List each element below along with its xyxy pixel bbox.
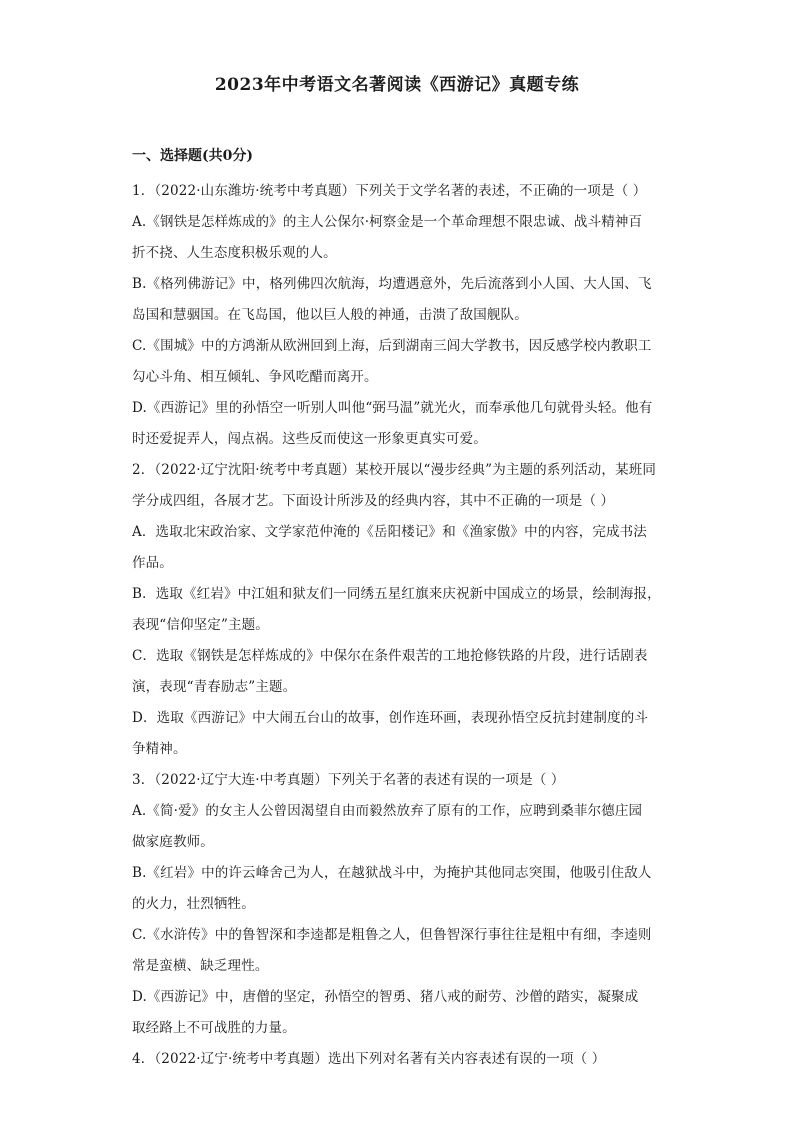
- option-text-line: 取经路上不可战胜的力量。: [132, 1020, 296, 1036]
- option-text-line: 作品。: [132, 555, 173, 571]
- option-text-line: 常是蛮横、缺乏理性。: [132, 958, 269, 974]
- option-text-line: 的火力，壮烈牺牲。: [132, 896, 255, 912]
- option-text-line: C．选取《钢铁是怎样炼成的》中保尔在条件艰苦的工地抢修铁路的片段，进行话剧表: [132, 648, 648, 664]
- question-3: [132, 765, 664, 1044]
- answer-option-c: [132, 641, 664, 703]
- question-stem-line: 学分成四组，各展才艺。下面设计所涉及的经典内容，其中不正确的一项是（ ）: [132, 493, 615, 509]
- option-text-line: C.《水浒传》中的鲁智深和李逵都是粗鲁之人，但鲁智深行事往往是粗中有细，李逵则: [132, 927, 652, 943]
- answer-option-d: [132, 703, 664, 765]
- option-text-line: 时还爱捉弄人，闯点祸。这些反而使这一形象更真实可爱。: [132, 431, 487, 447]
- option-text-line: A．选取北宋政治家、文学家范仲淹的《岳阳楼记》和《渔家傲》中的内容，完成书法: [132, 524, 647, 540]
- answer-option-b: [132, 858, 664, 920]
- answer-option-b: [132, 269, 664, 331]
- option-text-line: 争精神。: [132, 741, 187, 757]
- answer-option-d: [132, 982, 664, 1044]
- question-stem-line: 2．（2022·辽宁沈阳·统考中考真题）某校开展以“漫步经典”为主题的系列活动，某班同: [132, 462, 657, 478]
- option-text-line: D.《西游记》里的孙悟空一听别人叫他“弼马温”就光火，而奉承他几句就骨头轻。他有: [132, 400, 653, 416]
- answer-option-a: [132, 517, 664, 579]
- option-text-line: A.《简·爱》的女主人公曾因渴望自由而毅然放弃了原有的工作，应聘到桑菲尔德庄园: [132, 803, 643, 819]
- answer-option-c: [132, 331, 664, 393]
- question-stem-line: 1．（2022·山东潍坊·统考中考真题）下列关于文学名著的表述，不正确的一项是（ ）: [132, 183, 647, 199]
- answer-option-a: [132, 207, 664, 269]
- option-text-line: A.《钢铁是怎样炼成的》的主人公保尔·柯察金是一个革命理想不限忠诚、战斗精神百: [132, 214, 643, 230]
- question-stem-line: 4．（2022·辽宁·统考中考真题）选出下列对名著有关内容表述有误的一项（ ）: [132, 1051, 606, 1067]
- option-text-line: 勾心斗角、相互倾轧、争风吃醋而离开。: [132, 369, 378, 385]
- section-heading: 一、选择题(共0分): [132, 148, 253, 164]
- option-text-line: 做家庭教师。: [132, 834, 214, 850]
- option-text-line: D．选取《西游记》中大闹五台山的故事，创作连环画，表现孙悟空反抗封建制度的斗: [132, 710, 649, 726]
- option-text-line: 表现“信仰坚定”主题。: [132, 617, 269, 633]
- option-text-line: C.《围城》中的方鸿渐从欧洲回到上海，后到湖南三闾大学教书，因反感学校内教职工: [132, 338, 652, 354]
- option-text-line: D.《西游记》中，唐僧的坚定，孙悟空的智勇、猪八戒的耐劳、沙僧的踏实，凝聚成: [132, 989, 639, 1005]
- answer-option-a: [132, 796, 664, 858]
- question-stem-line: 3．（2022·辽宁大连·中考真题）下列关于名著的表述有误的一项是（ ）: [132, 772, 565, 788]
- question-1: [132, 176, 664, 455]
- answer-option-d: [132, 393, 664, 455]
- question-list: [132, 176, 664, 1075]
- document-title: 2023年中考语文名著阅读《西游记》真题专练: [214, 75, 580, 95]
- document-body: [132, 146, 664, 1075]
- option-text-line: 演，表现“青春励志”主题。: [132, 679, 297, 695]
- question-2: [132, 455, 664, 765]
- answer-option-b: [132, 579, 664, 641]
- question-4: [132, 1044, 664, 1075]
- option-text-line: 折不挠、人生态度积极乐观的人。: [132, 245, 337, 261]
- option-text-line: B．选取《红岩》中江姐和狱友们一同绣五星红旗来庆祝新中国成立的场景，绘制海报，: [132, 586, 661, 602]
- answer-option-c: [132, 920, 664, 982]
- option-text-line: B.《格列佛游记》中，格列佛四次航海，均遭遇意外，先后流落到小人国、大人国、飞: [132, 276, 652, 292]
- option-text-line: B.《红岩》中的许云峰舍己为人，在越狱战斗中，为掩护其他同志突围，他吸引住敌人: [132, 865, 652, 881]
- option-text-line: 岛国和慧骃国。在飞岛国，他以巨人般的神通，击溃了敌国舰队。: [132, 307, 528, 323]
